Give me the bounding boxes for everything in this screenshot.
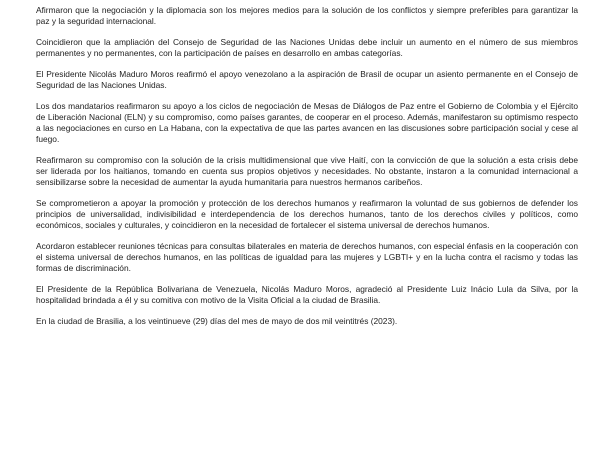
paragraph-brazil-permanent-seat: El Presidente Nicolás Maduro Moros reafirmó el apoyo venezolano a la aspiración de Brasil de ocupar un asiento permanente en el Consejo de Seguridad de las Naciones Unidas. bbox=[36, 69, 578, 90]
paragraph-human-rights-commitment: Se comprometieron a apoyar la promoción y protección de los derechos humanos y reafirmaron la voluntad de sus gobiernos de defender los principios de universalidad, indivisibilidad e interdependencia de los derechos humanos, tanto de los derechos civiles y políticos, como económicos, sociales y culturales, y coincidieron en la necesidad de fortalecer el sistema universal de derechos humanos. bbox=[36, 198, 578, 230]
paragraph-security-council-expansion: Coincidieron que la ampliación del Consejo de Seguridad de las Naciones Unidas debe incluir un aumento en el número de sus miembros permanentes y no permanentes, con la participación de países en desarrollo en ambas categorías. bbox=[36, 37, 578, 58]
paragraph-negotiation-diplomacy: Afirmaron que la negociación y la diplomacia son los mejores medios para la solución de los conflictos y siempre preferibles para garantizar la paz y la seguridad internacional. bbox=[36, 5, 578, 26]
paragraph-hospitality-thanks: El Presidente de la República Bolivariana de Venezuela, Nicolás Maduro Moros, agradeció al Presidente Luiz Inácio Lula da Silva, por la hospitalidad brindada a él y su comitiva con motivo de la Visita Oficial a la ciudad de Brasilia. bbox=[36, 284, 578, 305]
document-body bbox=[36, 5, 578, 337]
paragraph-colombia-eln-peace-talks: Los dos mandatarios reafirmaron su apoyo a los ciclos de negociación de Mesas de Diálogos de Paz entre el Gobierno de Colombia y el Ejército de Liberación Nacional (ELN) y su compromiso, como países garantes, de cooperar en el proceso. Además, manifestaron su optimismo respecto a las negociaciones en curso en La Habana, con la expectativa de que las partes avancen en las discusiones sobre participación social y cese al fuego. bbox=[36, 101, 578, 144]
paragraph-haiti-crisis: Reafirmaron su compromiso con la solución de la crisis multidimensional que vive Haití, con la convicción de que la solución a esta crisis debe ser liderada por los haitianos, tomando en cuenta sus propios objetivos y necesidades. No obstante, instaron a la comunidad internacional a sensibilizarse sobre la necesidad de aumentar la ayuda humanitaria para nuestros hermanos caribeños. bbox=[36, 155, 578, 187]
paragraph-human-rights-consultations: Acordaron establecer reuniones técnicas para consultas bilaterales en materia de derechos humanos, con especial énfasis en la cooperación con el sistema universal de derechos humanos, en las políticas de igualdad para las mujeres y LGBTI+ y en la lucha contra el racismo y todas las formas de discriminación. bbox=[36, 241, 578, 273]
paragraph-place-and-date: En la ciudad de Brasilia, a los veintinueve (29) días del mes de mayo de dos mil veintitrés (2023). bbox=[36, 316, 398, 326]
